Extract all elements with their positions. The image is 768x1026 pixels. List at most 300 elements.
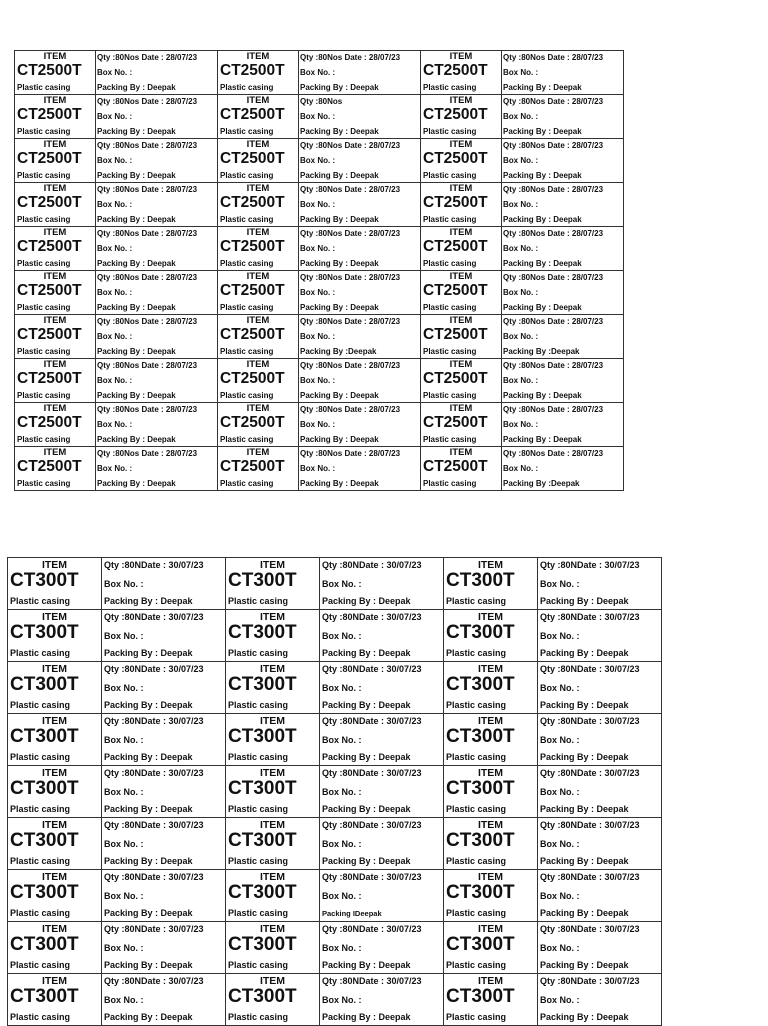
item-label: ITEM <box>246 51 270 62</box>
item-label: ITEM <box>41 611 68 623</box>
packing-by-text: Packing By : Deepak <box>322 1012 411 1022</box>
packing-by-text: Packing By : Deepak <box>503 83 582 92</box>
packing-by-text: Packing By : Deepak <box>104 648 193 658</box>
label-cell <box>8 974 226 1026</box>
box-number-text: Box No. : <box>104 995 144 1005</box>
label-cell <box>15 227 218 271</box>
item-code: CT2500T <box>423 238 488 255</box>
box-number-text: Box No. : <box>97 112 133 121</box>
label-cell <box>8 714 226 766</box>
item-label: ITEM <box>246 183 270 194</box>
item-label: ITEM <box>41 819 68 831</box>
item-description: Plastic casing <box>446 700 507 710</box>
label-divider <box>319 974 320 1025</box>
packing-by-text: Packing By : Deepak <box>104 804 193 814</box>
box-number-text: Box No. : <box>97 68 133 77</box>
item-label: ITEM <box>477 559 504 571</box>
box-number-text: Box No. : <box>322 787 362 797</box>
qty-date-text: Qty :80Nos Date : 28/07/23 <box>300 361 401 370</box>
item-code: CT300T <box>228 986 297 1007</box>
box-number-text: Box No. : <box>300 112 336 121</box>
item-label: ITEM <box>246 95 270 106</box>
item-code: CT2500T <box>220 238 285 255</box>
box-number-text: Box No. : <box>322 683 362 693</box>
item-code: CT300T <box>446 934 515 955</box>
item-code: CT300T <box>228 726 297 747</box>
qty-date-text: Qty :80NDate : 30/07/23 <box>322 872 422 882</box>
box-number-text: Box No. : <box>503 288 539 297</box>
item-code: CT2500T <box>220 106 285 123</box>
box-number-text: Box No. : <box>104 891 144 901</box>
item-description: Plastic casing <box>17 303 71 312</box>
item-description: Plastic casing <box>17 215 71 224</box>
item-code: CT2500T <box>423 62 488 79</box>
qty-date-text: Qty :80Nos Date : 28/07/23 <box>97 185 198 194</box>
box-number-text: Box No. : <box>503 156 539 165</box>
item-description: Plastic casing <box>446 1012 507 1022</box>
item-code: CT2500T <box>423 106 488 123</box>
item-label: ITEM <box>43 315 67 326</box>
qty-date-text: Qty :80NDate : 30/07/23 <box>104 872 204 882</box>
item-code: CT300T <box>446 622 515 643</box>
item-label: ITEM <box>449 51 473 62</box>
packing-by-text: Packing By : Deepak <box>300 171 379 180</box>
label-divider <box>319 714 320 765</box>
label-cell <box>421 403 624 447</box>
item-description: Plastic casing <box>228 648 289 658</box>
item-description: Plastic casing <box>17 435 71 444</box>
item-code: CT300T <box>10 570 79 591</box>
label-divider <box>95 95 96 138</box>
box-number-text: Box No. : <box>97 200 133 209</box>
box-number-text: Box No. : <box>503 420 539 429</box>
qty-date-text: Qty :80NDate : 30/07/23 <box>540 716 640 726</box>
packing-by-text: Packing By : Deepak <box>540 804 629 814</box>
packing-by-text: Packing By : Deepak <box>322 804 411 814</box>
box-number-text: Box No. : <box>322 579 362 589</box>
label-row <box>8 818 662 870</box>
item-label: ITEM <box>259 975 286 987</box>
item-code: CT300T <box>446 830 515 851</box>
label-cell <box>8 610 226 662</box>
qty-date-text: Qty :80NDate : 30/07/23 <box>104 716 204 726</box>
label-divider <box>298 447 299 490</box>
label-cell <box>444 818 662 870</box>
label-divider <box>101 610 102 661</box>
label-divider <box>501 447 502 490</box>
qty-date-text: Qty :80NDate : 30/07/23 <box>322 768 422 778</box>
packing-by-text: Packing By : Deepak <box>104 752 193 762</box>
packing-by-text: Packing By : Deepak <box>322 648 411 658</box>
label-divider <box>298 139 299 182</box>
item-description: Plastic casing <box>446 752 507 762</box>
box-number-text: Box No. : <box>540 943 580 953</box>
label-cell <box>226 922 444 974</box>
item-code: CT2500T <box>220 370 285 387</box>
box-number-text: Box No. : <box>104 735 144 745</box>
label-cell <box>218 403 421 447</box>
qty-date-text: Qty :80Nos Date : 28/07/23 <box>503 273 604 282</box>
packing-by-text: Packing By : Deepak <box>540 752 629 762</box>
item-code: CT300T <box>228 778 297 799</box>
item-label: ITEM <box>43 183 67 194</box>
label-divider <box>298 315 299 358</box>
label-cell <box>218 139 421 183</box>
packing-by-text: Packing By : Deepak <box>540 1012 629 1022</box>
box-number-text: Box No. : <box>503 332 539 341</box>
label-divider <box>95 271 96 314</box>
qty-date-text: Qty :80Nos Date : 28/07/23 <box>503 229 604 238</box>
item-label: ITEM <box>477 923 504 935</box>
item-code: CT300T <box>10 726 79 747</box>
packing-by-text: Packing IDeepak <box>322 909 382 918</box>
item-description: Plastic casing <box>220 347 274 356</box>
label-divider <box>101 922 102 973</box>
box-number-text: Box No. : <box>104 839 144 849</box>
qty-date-text: Qty :80Nos Date : 28/07/23 <box>97 405 198 414</box>
item-code: CT300T <box>228 882 297 903</box>
box-number-text: Box No. : <box>97 464 133 473</box>
packing-by-text: Packing By : Deepak <box>300 479 379 488</box>
packing-by-text: Packing By : Deepak <box>503 259 582 268</box>
box-number-text: Box No. : <box>540 839 580 849</box>
item-description: Plastic casing <box>423 127 477 136</box>
item-label: ITEM <box>41 767 68 779</box>
label-divider <box>101 558 102 609</box>
label-row <box>15 271 624 315</box>
label-cell <box>444 922 662 974</box>
qty-date-text: Qty :80NDate : 30/07/23 <box>104 612 204 622</box>
item-label: ITEM <box>477 871 504 883</box>
qty-date-text: Qty :80NDate : 30/07/23 <box>104 664 204 674</box>
label-divider <box>501 139 502 182</box>
item-label: ITEM <box>41 559 68 571</box>
qty-date-text: Qty :80NDate : 30/07/23 <box>322 924 422 934</box>
label-divider <box>537 610 538 661</box>
label-cell <box>15 403 218 447</box>
item-description: Plastic casing <box>17 391 71 400</box>
label-cell <box>8 662 226 714</box>
label-cell <box>8 922 226 974</box>
box-number-text: Box No. : <box>300 376 336 385</box>
label-cell <box>226 558 444 610</box>
item-label: ITEM <box>41 871 68 883</box>
label-divider <box>298 183 299 226</box>
label-divider <box>298 403 299 446</box>
label-cell <box>226 818 444 870</box>
packing-by-text: Packing By : Deepak <box>300 127 379 136</box>
packing-by-text: Packing By : Deepak <box>540 700 629 710</box>
item-code: CT300T <box>446 882 515 903</box>
box-number-text: Box No. : <box>97 332 133 341</box>
item-label: ITEM <box>43 447 67 458</box>
item-description: Plastic casing <box>228 804 289 814</box>
label-divider <box>101 974 102 1025</box>
label-divider <box>501 403 502 446</box>
item-code: CT300T <box>446 986 515 1007</box>
item-code: CT2500T <box>17 150 82 167</box>
item-description: Plastic casing <box>17 479 71 488</box>
item-code: CT2500T <box>17 326 82 343</box>
item-label: ITEM <box>41 975 68 987</box>
packing-by-text: Packing By : Deepak <box>300 83 379 92</box>
item-description: Plastic casing <box>220 435 274 444</box>
label-divider <box>537 662 538 713</box>
item-description: Plastic casing <box>446 908 507 918</box>
item-description: Plastic casing <box>228 1012 289 1022</box>
label-divider <box>298 359 299 402</box>
item-label: ITEM <box>477 715 504 727</box>
label-cell <box>444 766 662 818</box>
item-description: Plastic casing <box>10 1012 71 1022</box>
box-number-text: Box No. : <box>322 735 362 745</box>
packing-by-text: Packing By : Deepak <box>322 596 411 606</box>
qty-date-text: Qty :80Nos Date : 28/07/23 <box>97 317 198 326</box>
item-description: Plastic casing <box>220 479 274 488</box>
item-label: ITEM <box>259 923 286 935</box>
label-divider <box>501 95 502 138</box>
qty-date-text: Qty :80NDate : 30/07/23 <box>540 820 640 830</box>
qty-date-text: Qty :80Nos Date : 28/07/23 <box>97 449 198 458</box>
label-row <box>8 766 662 818</box>
label-cell <box>226 662 444 714</box>
packing-by-text: Packing By : Deepak <box>503 435 582 444</box>
item-label: ITEM <box>259 611 286 623</box>
label-cell <box>218 51 421 95</box>
item-description: Plastic casing <box>423 391 477 400</box>
item-code: CT2500T <box>220 282 285 299</box>
label-divider <box>319 610 320 661</box>
label-cell <box>15 183 218 227</box>
item-code: CT2500T <box>220 458 285 475</box>
label-cell <box>444 714 662 766</box>
packing-by-text: Packing By : Deepak <box>503 127 582 136</box>
item-code: CT2500T <box>423 414 488 431</box>
label-divider <box>319 818 320 869</box>
label-row <box>15 51 624 95</box>
qty-date-text: Qty :80NDate : 30/07/23 <box>322 820 422 830</box>
item-code: CT300T <box>228 622 297 643</box>
item-label: ITEM <box>43 403 67 414</box>
label-divider <box>95 403 96 446</box>
qty-date-text: Qty :80Nos Date : 28/07/23 <box>97 53 198 62</box>
qty-date-text: Qty :80NDate : 30/07/23 <box>540 768 640 778</box>
label-cell <box>421 227 624 271</box>
qty-date-text: Qty :80Nos Date : 28/07/23 <box>503 185 604 194</box>
item-description: Plastic casing <box>10 804 71 814</box>
item-description: Plastic casing <box>10 908 71 918</box>
item-description: Plastic casing <box>228 596 289 606</box>
item-code: CT2500T <box>17 370 82 387</box>
packing-by-text: Packing By : Deepak <box>97 347 176 356</box>
box-number-text: Box No. : <box>503 200 539 209</box>
label-cell <box>15 359 218 403</box>
label-cell <box>444 870 662 922</box>
label-divider <box>298 271 299 314</box>
label-sheet-ct300t <box>7 557 662 1026</box>
packing-by-text: Packing By : Deepak <box>503 303 582 312</box>
item-code: CT2500T <box>220 326 285 343</box>
item-description: Plastic casing <box>220 215 274 224</box>
qty-date-text: Qty :80Nos Date : 28/07/23 <box>97 361 198 370</box>
label-row <box>15 95 624 139</box>
packing-by-text: Packing By : Deepak <box>300 259 379 268</box>
label-row <box>8 714 662 766</box>
qty-date-text: Qty :80NDate : 30/07/23 <box>322 716 422 726</box>
label-row <box>15 315 624 359</box>
item-description: Plastic casing <box>228 700 289 710</box>
label-divider <box>95 183 96 226</box>
box-number-text: Box No. : <box>540 735 580 745</box>
packing-by-text: Packing By : Deepak <box>503 171 582 180</box>
label-cell <box>218 359 421 403</box>
item-label: ITEM <box>43 51 67 62</box>
box-number-text: Box No. : <box>300 200 336 209</box>
item-label: ITEM <box>449 271 473 282</box>
label-cell <box>218 271 421 315</box>
item-code: CT2500T <box>220 150 285 167</box>
box-number-text: Box No. : <box>540 995 580 1005</box>
label-cell <box>218 315 421 359</box>
item-label: ITEM <box>449 359 473 370</box>
packing-by-text: Packing By : Deepak <box>104 596 193 606</box>
label-divider <box>95 227 96 270</box>
label-row <box>8 922 662 974</box>
item-code: CT300T <box>228 674 297 695</box>
label-row <box>15 403 624 447</box>
item-label: ITEM <box>43 271 67 282</box>
box-number-text: Box No. : <box>300 288 336 297</box>
label-cell <box>8 870 226 922</box>
item-description: Plastic casing <box>423 171 477 180</box>
item-description: Plastic casing <box>423 83 477 92</box>
label-row <box>15 447 624 491</box>
label-divider <box>537 974 538 1025</box>
label-row <box>15 139 624 183</box>
label-row <box>8 662 662 714</box>
packing-by-text: Packing By :Deepak <box>503 479 580 488</box>
qty-date-text: Qty :80Nos Date : 28/07/23 <box>97 141 198 150</box>
box-number-text: Box No. : <box>300 68 336 77</box>
item-description: Plastic casing <box>220 259 274 268</box>
label-divider <box>101 714 102 765</box>
item-code: CT300T <box>10 622 79 643</box>
box-number-text: Box No. : <box>503 376 539 385</box>
box-number-text: Box No. : <box>503 244 539 253</box>
item-code: CT300T <box>10 674 79 695</box>
packing-by-text: Packing By : Deepak <box>322 960 411 970</box>
item-label: ITEM <box>449 315 473 326</box>
label-row <box>8 870 662 922</box>
item-code: CT300T <box>10 882 79 903</box>
packing-by-text: Packing By : Deepak <box>104 960 193 970</box>
label-cell <box>218 447 421 491</box>
qty-date-text: Qty :80Nos Date : 28/07/23 <box>503 317 604 326</box>
label-divider <box>319 766 320 817</box>
label-divider <box>298 51 299 94</box>
item-code: CT2500T <box>423 370 488 387</box>
qty-date-text: Qty :80Nos Date : 28/07/23 <box>503 97 604 106</box>
label-divider <box>319 558 320 609</box>
item-description: Plastic casing <box>10 648 71 658</box>
qty-date-text: Qty :80Nos Date : 28/07/23 <box>503 361 604 370</box>
box-number-text: Box No. : <box>322 891 362 901</box>
box-number-text: Box No. : <box>300 464 336 473</box>
item-label: ITEM <box>43 359 67 370</box>
qty-date-text: Qty :80Nos Date : 28/07/23 <box>97 229 198 238</box>
item-description: Plastic casing <box>17 171 71 180</box>
item-label: ITEM <box>43 139 67 150</box>
qty-date-text: Qty :80Nos Date : 28/07/23 <box>300 449 401 458</box>
item-description: Plastic casing <box>10 596 71 606</box>
box-number-text: Box No. : <box>322 839 362 849</box>
label-divider <box>101 818 102 869</box>
box-number-text: Box No. : <box>97 156 133 165</box>
item-description: Plastic casing <box>220 171 274 180</box>
qty-date-text: Qty :80NDate : 30/07/23 <box>322 976 422 986</box>
packing-by-text: Packing By : Deepak <box>97 479 176 488</box>
qty-date-text: Qty :80Nos Date : 28/07/23 <box>300 273 401 282</box>
item-label: ITEM <box>246 315 270 326</box>
label-divider <box>101 662 102 713</box>
box-number-text: Box No. : <box>104 579 144 589</box>
packing-by-text: Packing By : Deepak <box>104 700 193 710</box>
item-description: Plastic casing <box>17 127 71 136</box>
label-divider <box>501 51 502 94</box>
label-divider <box>319 922 320 973</box>
label-cell <box>444 610 662 662</box>
box-number-text: Box No. : <box>300 156 336 165</box>
item-label: ITEM <box>259 715 286 727</box>
item-label: ITEM <box>246 227 270 238</box>
item-label: ITEM <box>246 139 270 150</box>
qty-date-text: Qty :80Nos Date : 28/07/23 <box>300 317 401 326</box>
packing-by-text: Packing By : Deepak <box>540 856 629 866</box>
item-code: CT2500T <box>220 194 285 211</box>
label-row <box>15 359 624 403</box>
item-description: Plastic casing <box>220 391 274 400</box>
item-description: Plastic casing <box>446 960 507 970</box>
packing-by-text: Packing By :Deepak <box>503 347 580 356</box>
item-description: Plastic casing <box>17 259 71 268</box>
packing-by-text: Packing By : Deepak <box>300 215 379 224</box>
item-label: ITEM <box>259 819 286 831</box>
label-divider <box>501 315 502 358</box>
label-divider <box>101 766 102 817</box>
qty-date-text: Qty :80NDate : 30/07/23 <box>540 664 640 674</box>
item-code: CT2500T <box>423 282 488 299</box>
item-code: CT2500T <box>220 414 285 431</box>
qty-date-text: Qty :80Nos Date : 28/07/23 <box>300 405 401 414</box>
qty-date-text: Qty :80NDate : 30/07/23 <box>540 976 640 986</box>
box-number-text: Box No. : <box>540 631 580 641</box>
qty-date-text: Qty :80Nos Date : 28/07/23 <box>503 141 604 150</box>
item-description: Plastic casing <box>220 303 274 312</box>
item-description: Plastic casing <box>17 347 71 356</box>
label-cell <box>421 139 624 183</box>
item-label: ITEM <box>41 715 68 727</box>
box-number-text: Box No. : <box>322 943 362 953</box>
item-label: ITEM <box>449 403 473 414</box>
label-cell <box>421 447 624 491</box>
qty-date-text: Qty :80NDate : 30/07/23 <box>104 768 204 778</box>
qty-date-text: Qty :80NDate : 30/07/23 <box>104 560 204 570</box>
label-divider <box>501 183 502 226</box>
item-label: ITEM <box>449 447 473 458</box>
label-divider <box>95 139 96 182</box>
box-number-text: Box No. : <box>104 943 144 953</box>
item-label: ITEM <box>477 611 504 623</box>
